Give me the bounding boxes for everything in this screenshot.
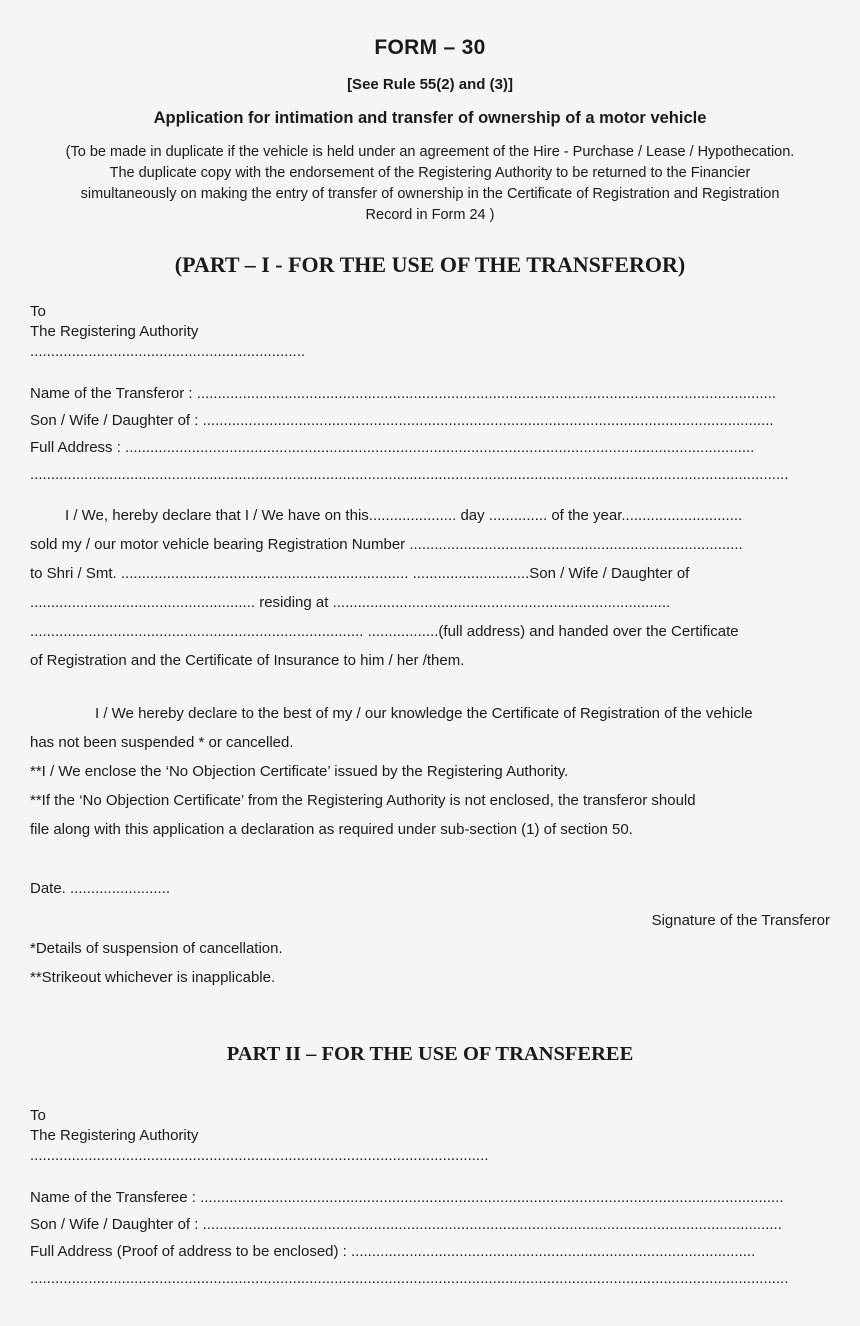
declaration-2-line-3: **I / We enclose the ‘No Objection Certificate’ issued by the Registering Authority. xyxy=(30,763,569,780)
part-1-authority-label: The Registering Authority xyxy=(30,323,199,340)
transferee-address-field-continued[interactable] xyxy=(30,1269,830,1288)
transferor-address-blank-2[interactable]: ...................................................................................................................................................................................... xyxy=(30,466,789,483)
transferor-address-field-continued[interactable] xyxy=(30,465,830,484)
duplicate-instruction-note: (To be made in duplicate if the vehicle is held under an agreement of the Hire - Purchase / Lease / Hypothecation. The duplicate copy with the endorsement of the Registering Authority to be returned to the Financier simultaneously on making the entry of transfer of ownership in the Certificate of Registration and Registration Record in Form 24 ) xyxy=(65,144,795,223)
application-title: Application for intimation and transfer of ownership of a motor vehicle xyxy=(153,109,707,127)
transferor-relation-label: Son / Wife / Daughter of : xyxy=(30,412,203,429)
footnote-suspension: *Details of suspension of cancellation. xyxy=(30,940,283,957)
transferor-name-label: Name of the Transferor : xyxy=(30,385,197,402)
part-1-to-label: To xyxy=(30,303,46,320)
declaration-2-line-2: has not been suspended * or cancelled. xyxy=(30,734,294,751)
declaration-1-line-3: to Shri / Smt. ..................................................................... ............................Son / Wife / Daughter of xyxy=(30,565,690,582)
transferor-address-label: Full Address : xyxy=(30,439,126,456)
declaration-1-line-1: I / We, hereby declare that I / We have on this..................... day .............. of the year............................. xyxy=(65,507,743,524)
part-1-heading: (PART – I - FOR THE USE OF THE TRANSFEROR) xyxy=(174,252,686,277)
declaration-2-line-5: file along with this application a declaration as required under sub-section (1) of section 50. xyxy=(30,821,633,838)
date-field[interactable]: Date. ........................ xyxy=(30,880,171,897)
declaration-2-line-4: **If the ‘No Objection Certificate’ from the Registering Authority is not enclosed, the transferor should xyxy=(30,792,696,809)
part-2-authority-label: The Registering Authority xyxy=(30,1127,199,1144)
declaration-1-line-4: ...................................................... residing at ................................................................................. xyxy=(30,594,671,611)
transferor-name-blank[interactable]: ........................................................................................................................................... xyxy=(196,385,777,402)
transferor-address-blank[interactable]: ....................................................................................................................................................... xyxy=(125,439,755,456)
transferee-relation-blank[interactable]: ........................................................................................................................................... xyxy=(202,1216,782,1233)
transferor-relation-blank[interactable]: ......................................................................................................................................... xyxy=(202,412,774,429)
footnote-strikeout: **Strikeout whichever is inapplicable. xyxy=(30,969,276,986)
part-2-to-label: To xyxy=(30,1107,46,1124)
transferee-name-field[interactable] xyxy=(30,1188,830,1207)
transferee-address-blank-2[interactable]: ...................................................................................................................................................................................... xyxy=(30,1270,789,1287)
page-title: FORM – 30 xyxy=(374,36,486,59)
part-1-authority-blank[interactable]: .................................................................. xyxy=(30,343,306,360)
transferee-address-blank[interactable]: ................................................................................................. xyxy=(351,1243,756,1260)
part-2-authority-blank[interactable]: .............................................................................................................. xyxy=(30,1147,489,1164)
transferee-name-label: Name of the Transferee : xyxy=(30,1189,201,1206)
transferor-address-field[interactable] xyxy=(30,438,830,457)
transferee-relation-label: Son / Wife / Daughter of : xyxy=(30,1216,203,1233)
declaration-2-line-1: I / We hereby declare to the best of my / our knowledge the Certificate of Registration of the vehicle xyxy=(95,705,753,722)
rule-reference: [See Rule 55(2) and (3)] xyxy=(347,76,513,93)
transferor-signature-label: Signature of the Transferor xyxy=(651,912,830,929)
declaration-1-line-6: of Registration and the Certificate of Insurance to him / her /them. xyxy=(30,652,465,669)
part-2-addressee-block xyxy=(30,1106,830,1166)
part-1-addressee-block xyxy=(30,278,830,362)
declaration-1-line-5: ................................................................................ .................(full address) and handed over the Certificate xyxy=(30,623,739,640)
transferee-name-blank[interactable]: ............................................................................................................................................ xyxy=(200,1189,784,1206)
part-2-heading: PART II – FOR THE USE OF TRANSFEREE xyxy=(226,1043,634,1065)
transferor-relation-field[interactable] xyxy=(30,411,830,430)
transferor-name-field[interactable] xyxy=(30,384,830,403)
transferee-address-label: Full Address (Proof of address to be enclosed) : xyxy=(30,1243,351,1260)
transferee-address-field[interactable] xyxy=(30,1242,830,1261)
transferee-relation-field[interactable] xyxy=(30,1215,830,1234)
declaration-1-line-2: sold my / our motor vehicle bearing Registration Number ................................................................................ xyxy=(30,536,743,553)
